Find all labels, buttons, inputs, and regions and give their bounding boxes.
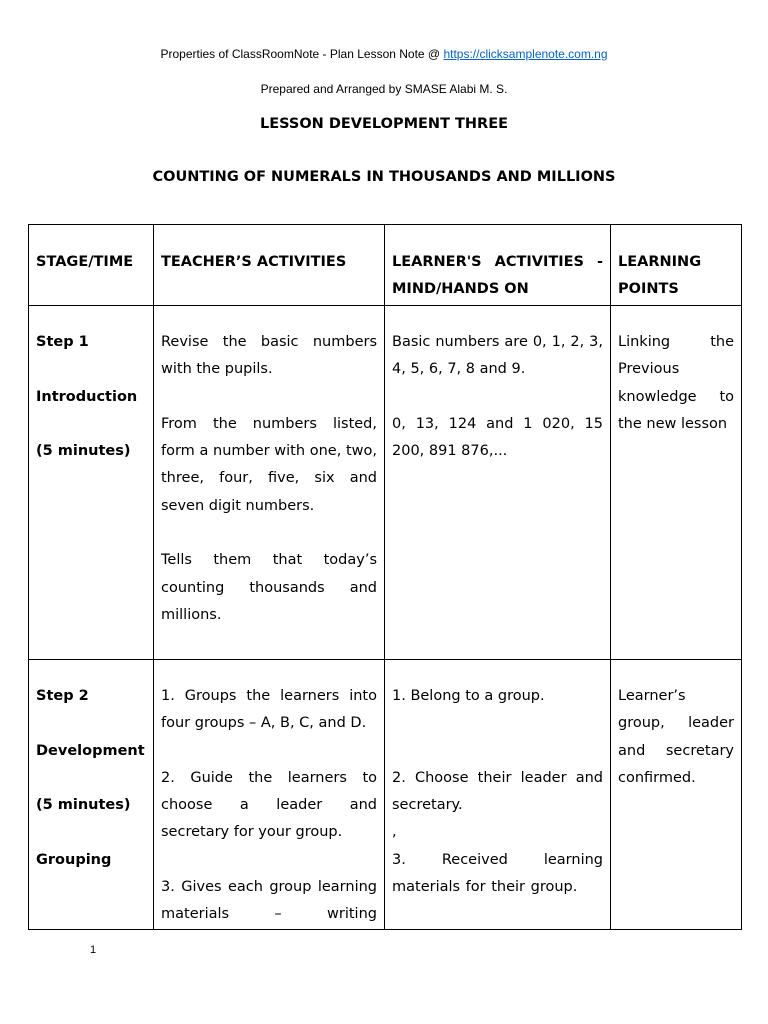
- header-points-label-2: POINTS: [618, 281, 679, 298]
- learner-activity-3: 3. Received learning materials for their group.: [392, 851, 603, 896]
- header-teacher-activities: [154, 225, 385, 306]
- lesson-title: LESSON DEVELOPMENT THREE: [259, 116, 509, 132]
- step-label: Step 1: [36, 334, 89, 350]
- learner-cell: [385, 660, 611, 930]
- sub-stage-label: Grouping: [36, 851, 112, 868]
- stage-cell: [29, 306, 154, 660]
- learning-point: Learner’s group, leader and secretary confirmed.: [618, 688, 734, 786]
- lesson-plan-table: [28, 224, 742, 930]
- header-points-label-1: LEARNING: [618, 254, 702, 270]
- stage-cell: [29, 660, 154, 930]
- stray-comma: ,: [392, 824, 397, 841]
- time-label: (5 minutes): [36, 797, 131, 814]
- lesson-subtitle: COUNTING OF NUMERALS IN THOUSANDS AND MILLIONS: [152, 169, 616, 185]
- header-learner-label-2: MIND/HANDS ON: [392, 281, 529, 298]
- prepared-by: Prepared and Arranged by SMASE Alabi M. S.: [260, 82, 508, 96]
- header-teacher-label: TEACHER’S ACTIVITIES: [161, 254, 347, 270]
- properties-line: [0, 47, 768, 61]
- points-cell: [611, 660, 742, 930]
- learning-point: Linking the Previous knowledge to the new lesson: [618, 334, 734, 432]
- learner-cell: [385, 306, 611, 660]
- learner-activity-2: 0, 13, 124 and 1 020, 15 200, 891 876,...: [392, 415, 603, 460]
- teacher-activity-1b: with the pupils.: [161, 361, 273, 378]
- teacher-activity-2: 2. Guide the learners to choose a leader and secretary for your group.: [161, 769, 377, 841]
- points-cell: [611, 306, 742, 660]
- stage-label: Introduction: [36, 388, 138, 405]
- teacher-activity-2: From the numbers listed, form a number with one, two, three, four, five, six and seven digit numbers.: [161, 415, 377, 514]
- properties-text: Properties of ClassRoomNote - Plan Lesson Note @: [160, 47, 444, 61]
- time-label: (5 minutes): [36, 443, 131, 460]
- header-learner-label-1: LEARNER'S ACTIVITIES -: [392, 254, 603, 270]
- source-link[interactable]: https://clicksamplenote.com.ng: [443, 47, 608, 61]
- teacher-activity-1: 1. Groups the learners into four groups – A, B, C, and D.: [161, 688, 377, 732]
- table-header-row: [29, 225, 742, 306]
- page-number: 1: [90, 944, 97, 956]
- step-label: Step 2: [36, 688, 89, 704]
- header-learner-activities: [385, 225, 611, 306]
- header-learning-points: [611, 225, 742, 306]
- header-stage-label: STAGE/TIME: [36, 254, 134, 270]
- teacher-activity-3: 3. Gives each group learning materials – writing: [161, 879, 377, 923]
- teacher-cell: [154, 306, 385, 660]
- teacher-activity-1a: Revise the basic numbers: [161, 334, 377, 350]
- teacher-cell: [154, 660, 385, 930]
- teacher-activity-3: Tells them that today’s counting thousands and millions.: [161, 552, 377, 623]
- learner-activity-2: 2. Choose their leader and secretary.: [392, 769, 603, 814]
- learner-activity-1: Basic numbers are 0, 1, 2, 3, 4, 5, 6, 7, 8 and 9.: [392, 334, 603, 378]
- header-stage-time: [29, 225, 154, 306]
- table-row: [29, 660, 742, 930]
- learner-activity-1: 1. Belong to a group.: [392, 688, 545, 704]
- stage-label: Development: [36, 742, 145, 759]
- table-row: [29, 306, 742, 660]
